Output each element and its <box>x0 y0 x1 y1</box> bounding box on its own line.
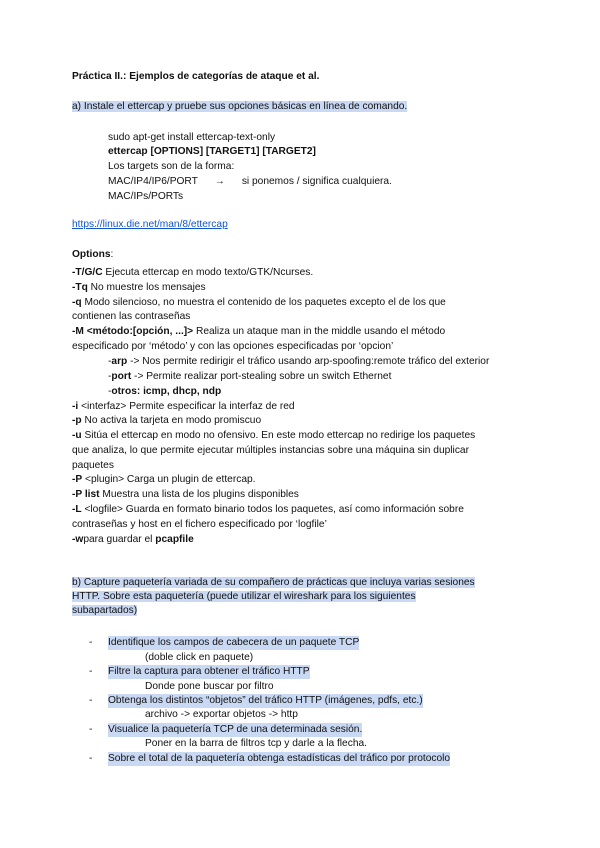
option-m-otros: -otros: icmp, dhcp, ndp <box>108 386 222 397</box>
section-a-heading: a) Instale el ettercap y pruebe sus opciones básicas en línea de comando. <box>72 101 408 112</box>
bullet-dash: - <box>89 637 93 648</box>
task-3-note: archivo -> exportar objetos -> http <box>145 709 298 720</box>
option-P: -P <plugin> Carga un plugin de ettercap. <box>72 474 256 485</box>
option-L: -L <logfile> Guarda en formato binario todos los paquetes, así como información sobre <box>72 504 464 515</box>
option-L-cont: contraseñas y host en el fichero especificado por ‘logfile’ <box>72 519 327 530</box>
ettercap-man-link[interactable]: https://linux.die.net/man/8/ettercap <box>72 219 228 230</box>
option-tq: -Tq No muestre los mensajes <box>72 282 206 293</box>
option-m-port: -port -> Permite realizar port-stealing sobre un switch Ethernet <box>108 371 392 382</box>
document-title: Práctica II.: Ejemplos de categorías de ataque et al. <box>72 71 320 82</box>
task-4-note: Poner en la barra de filtros tcp y darle a la flecha. <box>145 738 367 749</box>
document-page: Práctica II.: Ejemplos de categorías de ataque et al. a) Instale el ettercap y pruebe sus opciones básicas en línea de comando. sudo apt-get install ettercap-text-only ettercap [OPTIONS] [TARGET1] [TARGET2] Los targets son de la forma: MAC/IP4/IP6/PORT → si ponemos / significa cualquiera. MAC/IPs/PORTs https://linux.die.net/man/8/ettercap Options: -T/G/C Ejecuta ettercap en modo texto/GTK/Ncurses. -Tq No muestre los mensajes -q Modo silencioso, no muestra el contenido de los paquetes excepto el de los que contienen las contraseñas -M <método:[opción, ...]> Realiza un ataque man in the middle usando el método especificado por ‘método’ y con las opciones especificadas por ‘opcion’ -arp -> Nos permite redirigir el tráfico usando arp-spoofing:remote tráfico del exterior -port -> Permite realizar port-stealing sobre un switch Ethernet -otros: icmp, dhcp, ndp -i <interfaz> Permite especificar la interfaz de red -p No activa la tarjeta en modo promiscuo -u Sitúa el ettercap en modo no ofensivo. En este modo ettercap no redirige los paquetes que analiza, lo que permite ejecutar múltiples instancias sobre una máquina sin duplicar paquetes -P <plugin> Carga un plugin de ettercap. -P list Muestra una lista de los plugins disponibles -L <logfile> Guarda en formato binario todos los paquetes, así como información sobre contraseñas y host en el fichero especificado por ‘logfile’ -wpara guardar el pcapfile b) Capture paquetería variada de su compañero de prácticas que incluya varias sesiones HTTP. Sobre esta paquetería (puede utilizar el wireshark para los siguientes subapartados) - Identifique los campos de cabecera de un paquete TCP (doble click en paquete) - Filtre la captura para obtener el tráfico HTTP Donde pone buscar por filtro - Obtenga los distintos “objetos” del tráfico HTTP (imágenes, pdfs, etc.) archivo -> exportar objetos -> http - Visualice la paquetería TCP de una determinada sesión. Poner en la barra de filtros tcp y darle a la flecha. - Sobre el total de la paquetería obtenga estadísticas del tráfico por protocolo <box>72 71 490 764</box>
option-u-cont: que analiza, lo que permite ejecutar múltiples instancias sobre una máquina sin duplicar <box>72 445 469 456</box>
option-p: -p No activa la tarjeta en modo promiscuo <box>72 415 262 426</box>
option-u-cont2: paquetes <box>72 460 114 471</box>
option-w: -wpara guardar el pcapfile <box>72 534 194 545</box>
section-b-heading-2: HTTP. Sobre esta paquetería (puede utilizar el wireshark para los siguientes <box>72 591 416 602</box>
bullet-dash: - <box>89 724 93 735</box>
option-P-list: -P list Muestra una lista de los plugins disponibles <box>72 489 299 500</box>
option-m: -M <método:[opción, ...]> Realiza un ataque man in the middle usando el método <box>72 326 446 337</box>
bullet-dash: - <box>89 753 93 764</box>
option-m-cont: especificado por ‘método’ y con las opciones especificadas por ‘opcion’ <box>72 341 394 352</box>
options-heading: Options: <box>72 249 114 260</box>
right-arrow-icon: → <box>214 176 225 187</box>
install-command: sudo apt-get install ettercap-text-only <box>108 132 276 143</box>
option-q: -q Modo silencioso, no muestra el contenido de los paquetes excepto el de los que <box>72 297 446 308</box>
bullet-dash: - <box>89 695 93 706</box>
bullet-dash: - <box>89 666 93 677</box>
usage-line: ettercap [OPTIONS] [TARGET1] [TARGET2] <box>108 146 316 157</box>
target-format-line: MAC/IP4/IP6/PORT → si ponemos / significa cualquiera. <box>108 176 392 187</box>
targets-intro: Los targets son de la forma: <box>108 161 235 172</box>
section-b-heading-3: subapartados) <box>72 605 138 616</box>
option-u: -u Sitúa el ettercap en modo no ofensivo. En este modo ettercap no redirige los paquetes <box>72 430 476 441</box>
task-2-note: Donde pone buscar por filtro <box>145 681 274 692</box>
option-i: -i <interfaz> Permite especificar la interfaz de red <box>72 401 295 412</box>
target-format2: MAC/IPs/PORTs <box>108 191 184 202</box>
option-tgc: -T/G/C Ejecuta ettercap en modo texto/GTK/Ncurses. <box>72 267 314 278</box>
section-b-heading-1: b) Capture paquetería variada de su compañero de prácticas que incluya varias sesiones <box>72 577 475 588</box>
task-1-note: (doble click en paquete) <box>145 652 254 663</box>
option-m-arp: -arp -> Nos permite redirigir el tráfico usando arp-spoofing:remote tráfico del exterior <box>108 356 490 367</box>
option-q-cont: contienen las contraseñas <box>72 311 191 322</box>
